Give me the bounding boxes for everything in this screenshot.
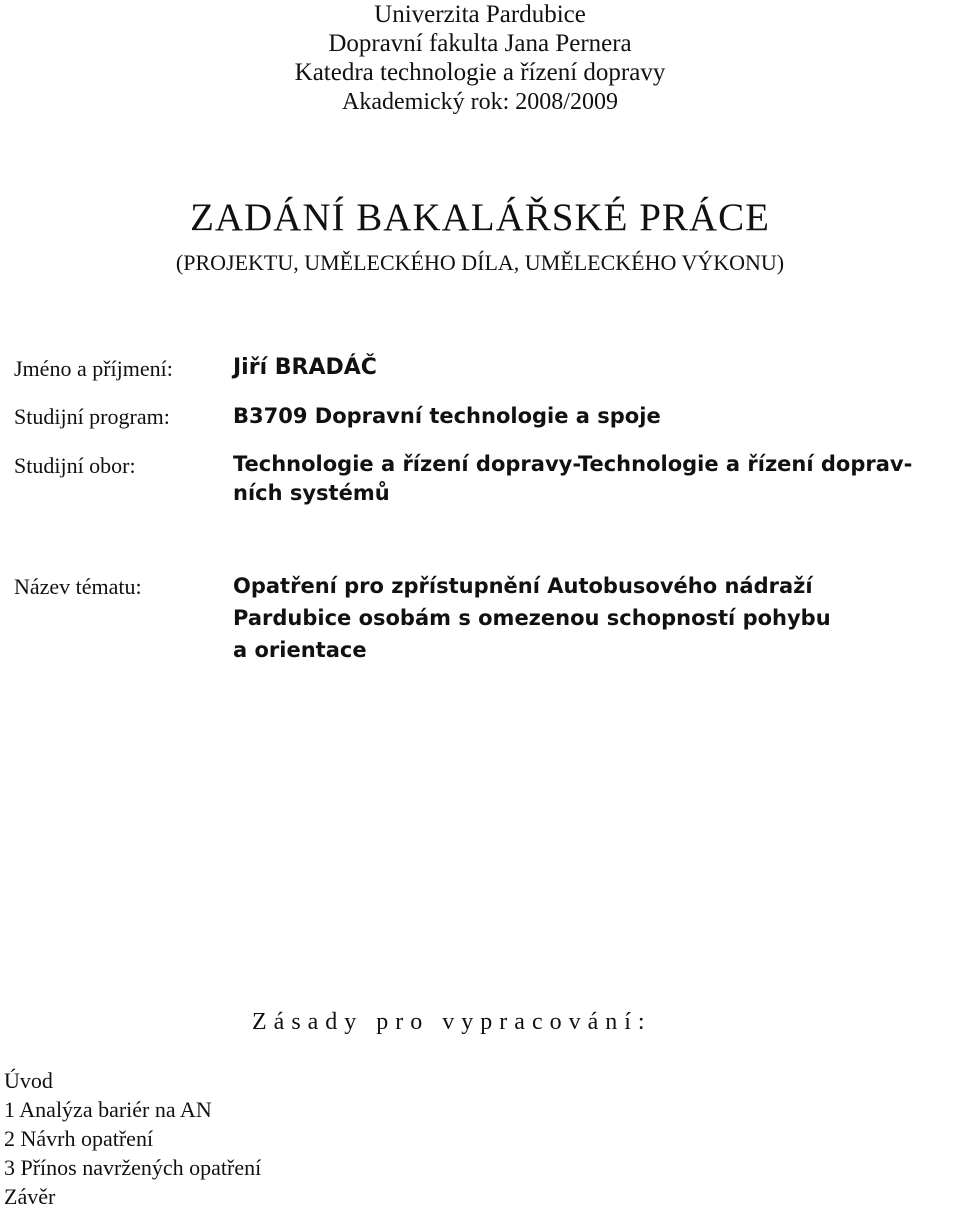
university-name: Univerzita Pardubice <box>374 1 586 28</box>
topic-value-line1: Opatření pro zpřístupnění Autobusového nádraží <box>233 574 813 598</box>
outline-item: Závěr <box>4 1184 56 1209</box>
outline-item: Úvod <box>4 1068 53 1093</box>
student-name-label: Jméno a příjmení: <box>14 356 173 381</box>
outline-item: 3 Přínos navržených opatření <box>4 1155 262 1180</box>
principles-outline <box>4 1066 261 1211</box>
study-field-label: Studijní obor: <box>14 453 136 478</box>
student-name-value: Jiří BRADÁČ <box>233 355 377 380</box>
study-field-value-line1: Technologie a řízení dopravy-Technologie a řízení doprav- <box>233 452 913 476</box>
study-program-label: Studijní program: <box>14 404 170 429</box>
principles-heading: Zásady pro vypracování: <box>252 1009 652 1035</box>
topic-value-line3: a orientace <box>233 638 367 662</box>
topic-value-line2: Pardubice osobám s omezenou schopností pohybu <box>233 606 831 630</box>
faculty-name: Dopravní fakulta Jana Pernera <box>328 30 632 57</box>
document-title: ZADÁNÍ BAKALÁŘSKÉ PRÁCE <box>190 196 770 239</box>
topic-label: Název tématu: <box>14 574 142 599</box>
academic-year: Akademický rok: 2008/2009 <box>342 89 618 115</box>
document-subtitle: (PROJEKTU, UMĚLECKÉHO DÍLA, UMĚLECKÉHO VÝKONU) <box>175 250 785 275</box>
outline-item: 1 Analýza bariér na AN <box>4 1097 212 1122</box>
study-program-value: B3709 Dopravní technologie a spoje <box>233 404 661 428</box>
outline-item: 2 Návrh opatření <box>4 1126 154 1151</box>
study-field-value-line2: ních systémů <box>233 481 390 505</box>
department-name: Katedra technologie a řízení dopravy <box>294 59 666 86</box>
